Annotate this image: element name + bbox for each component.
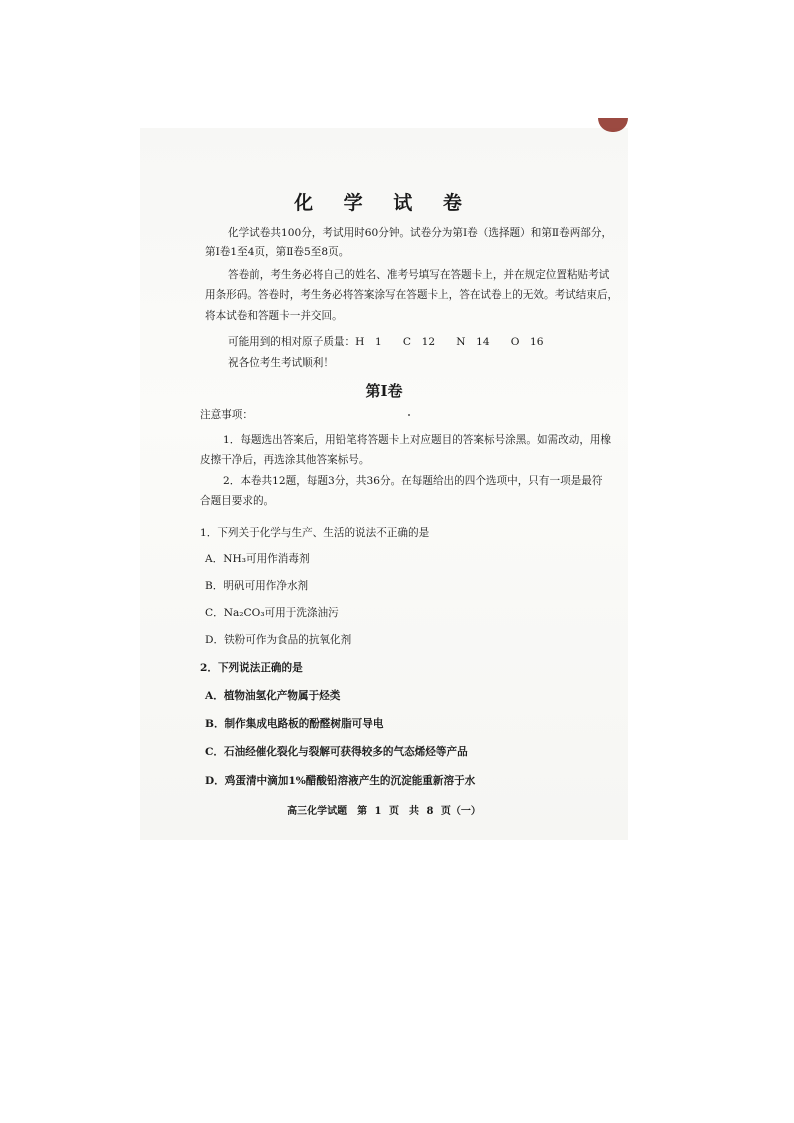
intro-paragraph-1-line-1: 化学试卷共100分，考试用时60分钟。试卷分为第Ⅰ卷（选择题）和第Ⅱ卷两部分， (228, 227, 613, 239)
notice-item-1-line-2: 皮擦干净后，再选涂其他答案标号。 (200, 454, 370, 466)
question-1-option-b: B．明矾可用作净水剂 (205, 580, 309, 592)
good-luck-line: 祝各位考生考试顺利！ (228, 357, 334, 369)
intro-paragraph-2-line-2: 用条形码。答卷时，考生务必将答案涂写在答题卡上，答在试卷上的无效。考试结束后， (205, 289, 619, 301)
section-title: 第Ⅰ卷 (365, 382, 403, 400)
question-2-option-c: C．石油经催化裂化与裂解可获得较多的气态烯烃等产品 (205, 746, 468, 758)
question-1-option-d: D．铁粉可作为食品的抗氧化剂 (205, 634, 352, 646)
notice-item-2-line-1: 2．本卷共12题，每题3分，共36分。在每题给出的四个选项中，只有一项是最符 (223, 475, 603, 487)
atomic-mass-line: 可能用到的相对原子质量：H 1 C 12 N 14 O 16 (228, 336, 544, 348)
notice-item-2-line-2: 合题目要求的。 (200, 495, 275, 507)
notice-item-1-line-1: 1．每题选出答案后，用铅笔将答题卡上对应题目的答案标号涂黑。如需改动，用橡 (223, 434, 612, 446)
question-2-option-a: A．植物油氢化产物属于烃类 (205, 690, 341, 702)
intro-paragraph-1-line-2: 第Ⅰ卷1至4页，第Ⅱ卷5至8页。 (205, 246, 350, 258)
exam-title: 化 学 试 卷 (294, 192, 474, 214)
question-2-option-b: B．制作集成电路板的酚醛树脂可导电 (205, 718, 384, 730)
question-1-option-c: C．Na₂CO₃可用于洗涤油污 (205, 607, 339, 619)
notice-heading: 注意事项： (200, 409, 253, 421)
page-footer: 高三化学试题 第 1 页 共 8 页（一） (287, 806, 481, 817)
question-2-stem: 2．下列说法正确的是 (200, 662, 303, 674)
question-1-option-a: A．NH₃可用作消毒剂 (205, 553, 310, 565)
question-1-stem: 1．下列关于化学与生产、生活的说法不正确的是 (200, 527, 430, 539)
intro-paragraph-2-line-3: 将本试卷和答题卡一并交回。 (205, 310, 343, 322)
intro-paragraph-2-line-1: 答卷前，考生务必将自己的姓名、准考号填写在答题卡上，并在规定位置粘贴考试 (228, 269, 610, 281)
question-2-option-d: D．鸡蛋清中滴加1%醋酸铅溶液产生的沉淀能重新溶于水 (205, 775, 476, 787)
speck (408, 414, 410, 416)
